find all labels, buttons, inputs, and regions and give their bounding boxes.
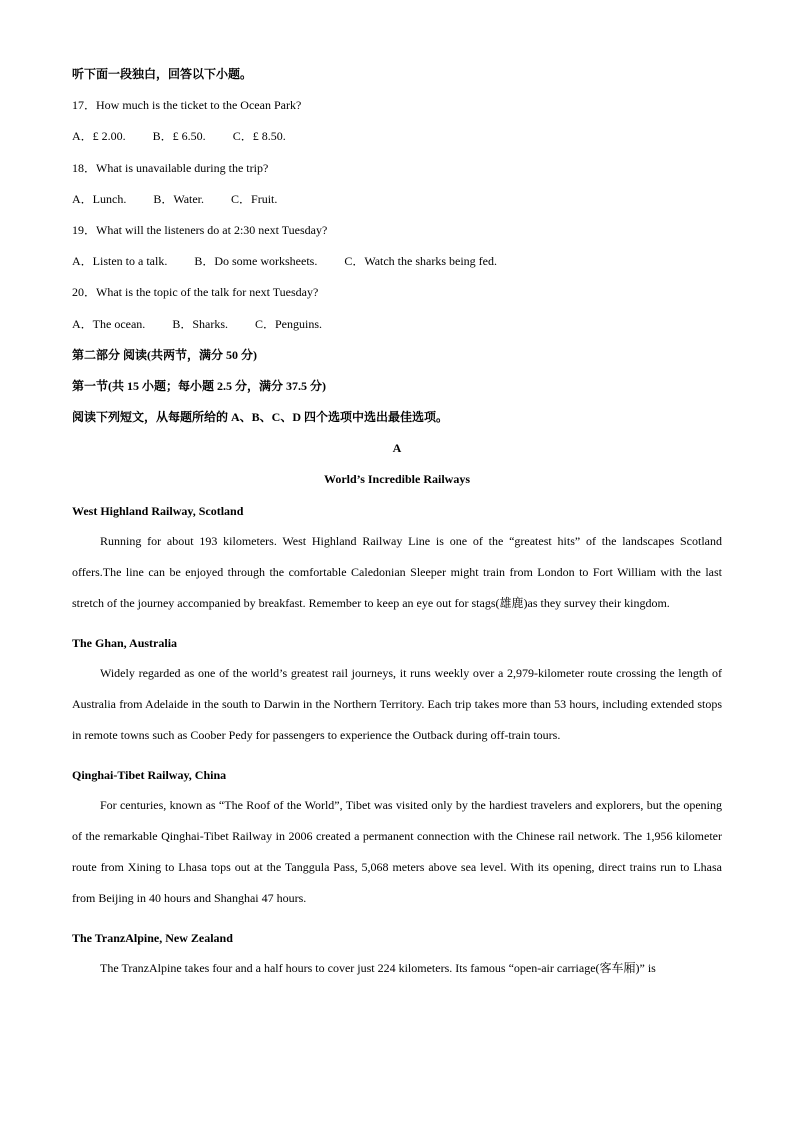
question-17: 17．How much is the ticket to the Ocean Park? (72, 98, 302, 113)
section-paragraph (72, 526, 722, 620)
section-heading: The TranzAlpine, New Zealand (72, 930, 233, 945)
question-20: 20．What is the topic of the talk for next Tuesday? (72, 285, 319, 300)
reading-instruction: 阅读下列短文，从每题所给的 A、B、C、D 四个选项中选出最佳选项。 (72, 410, 449, 425)
question-20-options (72, 316, 722, 332)
paragraph-text: The TranzAlpine takes four and a half hours to cover just 224 kilometers. Its famous “open-air carriage(客车厢)” is (100, 960, 656, 975)
option-c: C．Fruit. (231, 191, 278, 206)
question-17-options (72, 128, 722, 144)
option-b: B．£ 6.50. (152, 129, 206, 144)
paragraph-text: For centuries, known as “The Roof of the World”, Tibet was visited only by the hardiest travelers and explorers, but the opening of the remarkable Qinghai-Tibet Railway in 2006 created a permanent connection with the Chinese rail network. The 1,956 kilometer route from Xining to Lhasa tops out at the Tanggula Pass, 5,068 meters above sea level. With its opening, direct trains run to Lhasa from Beijing in 40 hours and Shanghai 47 hours. (72, 797, 722, 906)
part-two-title: 第二部分 阅读(共两节，满分 50 分) (72, 347, 257, 362)
option-a: A．Listen to a talk. (72, 254, 168, 269)
option-b: B．Do some worksheets. (194, 254, 318, 269)
listening-intro: 听下面一段独白，回答以下小题。 (72, 67, 253, 81)
section-heading: West Highland Railway, Scotland (72, 503, 244, 518)
option-c: C．Watch the sharks being fed. (344, 254, 497, 269)
option-c: C．Penguins. (254, 316, 322, 331)
passage-letter: A (392, 441, 402, 456)
passage-title: World’s Incredible Railways (323, 472, 470, 487)
option-a: A．The ocean. (72, 316, 146, 331)
question-18: 18．What is unavailable during the trip? (72, 160, 269, 175)
section-paragraph (72, 658, 722, 752)
option-b: B．Water. (153, 191, 205, 206)
section-paragraph (72, 790, 722, 915)
option-b: B．Sharks. (172, 316, 228, 331)
section-heading: The Ghan, Australia (72, 635, 178, 650)
question-19: 19．What will the listeners do at 2:30 next Tuesday? (72, 222, 328, 237)
option-a: A．Lunch. (72, 191, 127, 206)
document-page (72, 66, 722, 999)
section-heading: Qinghai-Tibet Railway, China (72, 767, 227, 782)
question-19-options (72, 253, 722, 269)
option-a: A．£ 2.00. (72, 129, 126, 144)
question-18-options (72, 191, 722, 207)
section-one-title: 第一节(共 15 小题；每小题 2.5 分，满分 37.5 分) (72, 378, 326, 393)
section-paragraph (72, 953, 722, 984)
paragraph-text: Running for about 193 kilometers. West Highland Railway Line is one of the “greatest hits” of the landscapes Scotland offers.The line can be enjoyed through the comfortable Caledonian Sleeper might train from London to Fort William with the last stretch of the journey accompanied by breakfast. Remember to keep an eye out for stags(雄鹿)as they survey their kingdom. (72, 533, 722, 611)
option-c: C．£ 8.50. (232, 129, 286, 144)
paragraph-text: Widely regarded as one of the world’s greatest rail journeys, it runs weekly over a 2,979-kilometer route crossing the length of Australia from Adelaide in the south to Darwin in the Northern Territory. Each trip takes more than 53 hours, including extended stops in remote towns such as Coober Pedy for passengers to experience the Outback during off-train tours. (72, 665, 722, 743)
